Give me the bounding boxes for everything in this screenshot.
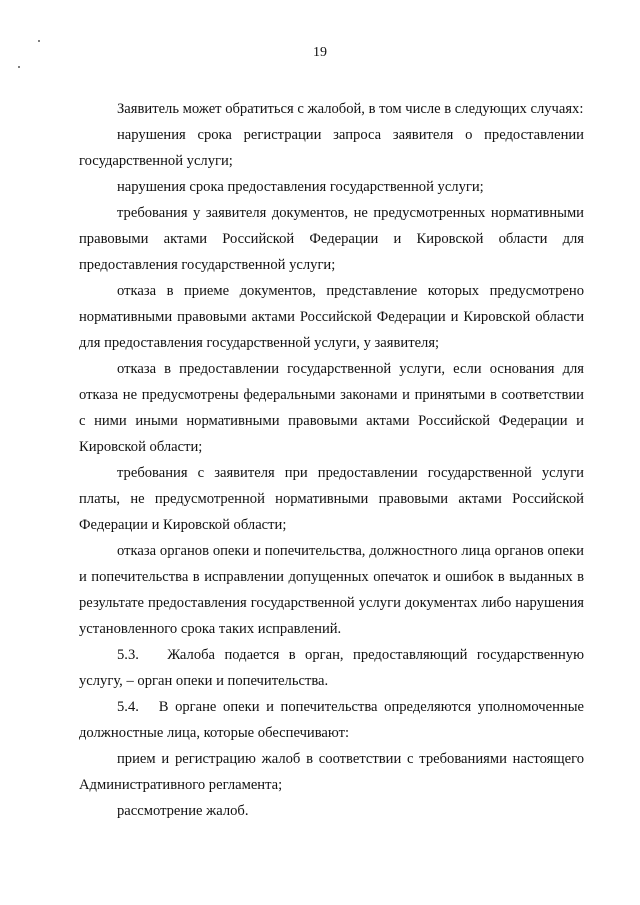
page-number: 19 (313, 45, 327, 60)
paragraph: требования у заявителя документов, не предусмотренных нормативными правовыми актами Российской Федерации и Кировской области для предоставления государственной услуги; (79, 205, 584, 273)
paragraph: отказа в приеме документов, представление которых предусмотрено нормативными правовыми актами Российской Федерации и Кировской области для предоставления государственной услуги, у заявителя; (79, 283, 584, 351)
scan-speck (38, 40, 40, 42)
paragraph: нарушения срока регистрации запроса заявителя о предоставлении государственной услуги; (79, 127, 584, 169)
paragraph: рассмотрение жалоб. (117, 803, 249, 819)
paragraph: отказа в предоставлении государственной услуги, если основания для отказа не предусмотрены федеральными законами и принятыми в соответствии с ними иными нормативными правовыми актами Российской Федерации и Кировской области; (79, 361, 584, 455)
paragraph-section-5-4: 5.4. В органе опеки и попечительства определяются уполномоченные должностные лица, которые обеспечивают: (79, 699, 584, 741)
paragraph: нарушения срока предоставления государственной услуги; (117, 179, 484, 195)
document-body (79, 96, 584, 824)
scan-speck (18, 66, 20, 68)
paragraph-section-5-3: 5.3. Жалоба подается в орган, предоставляющий государственную услугу, – орган опеки и попечительства. (79, 647, 584, 689)
paragraph: Заявитель может обратиться с жалобой, в том числе в следующих случаях: (117, 101, 584, 117)
paragraph: отказа органов опеки и попечительства, должностного лица органов опеки и попечительства в исправлении допущенных опечаток и ошибок в выданных в результате предоставления государственной услуги документах либо нарушения установленного срока таких исправлений. (79, 543, 584, 637)
paragraph: требования с заявителя при предоставлении государственной услуги платы, не предусмотренной нормативными правовыми актами Российской Федерации и Кировской области; (79, 465, 584, 533)
paragraph: прием и регистрацию жалоб в соответствии с требованиями настоящего Административного регламента; (79, 751, 584, 793)
